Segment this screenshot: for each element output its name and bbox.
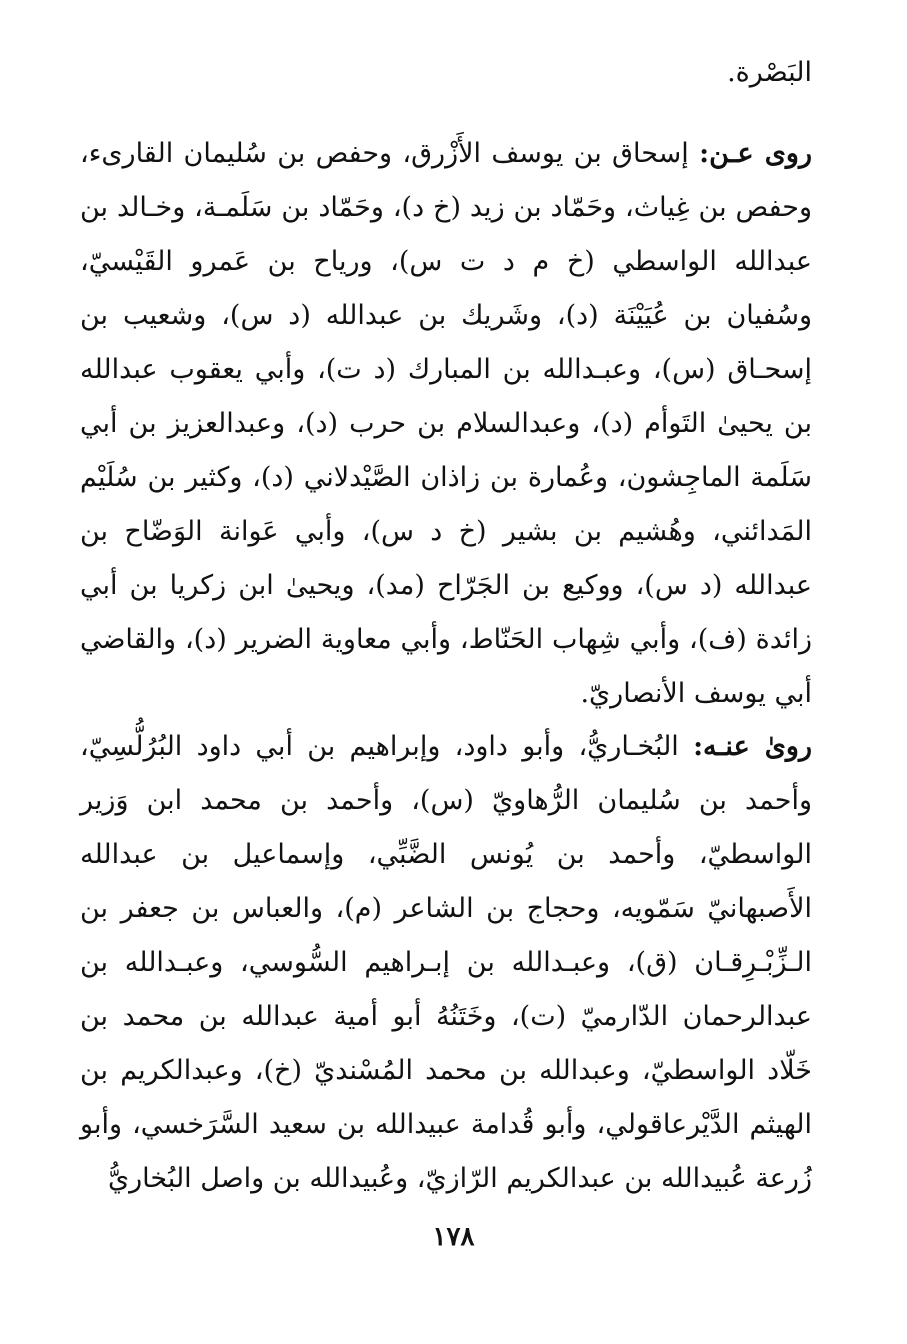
narrated-by-text: البُخـاريُّ، وأبو داود، وإبراهيم بن أبي داود البُرُلُّسِيّ، وأحمد بن سُليمان الرُّهاويّ (س)، وأحمد بن محمد ابن وَزير الواسطيّ، وأحمد بن يُونس الضَّبِّي، وإسماعيل بن عبدالله الأَصبهانيّ سَمّويه، وحجاج بن الشاعر (م)، والعباس بن جعفر بن الـزِّبْـرِقـان (ق)، وعبـدالله بن إبـراهيم السُّوسي، وعبـدالله بن عبدالرحمان الدّارميّ (ت)، وخَتَنُهُ أبو أمية عبدالله بن محمد بن خَلّاد الواسطيّ، وعبدالله بن محمد المُسْنديّ (خ)، وعبدالكريم بن الهيثم الدَّيْرعاقولي، وأبو قُدامة عبيدالله بن سعيد السَّرَخسي، وأبو زُرعة عُبيدالله بن عبدالكريم الرّازيّ، وعُبيدالله بن واصل البُخاريُّ [80, 731, 812, 1194]
page-number: ١٧٨ [432, 1222, 475, 1252]
narrated-from-text: إسحاق بن يوسف الأَزْرق، وحفص بن سُليمان القارىء، وحفص بن غِياث، وحَمّاد بن زيد (خ د)، وحَمّاد بن سَلَمـة، وخـالد بن عبدالله الواسطي (خ م د ت س)، ورياح بن عَمرو القَيْسيّ، وسُفيان بن عُيَيْنَة (د)، وشَريك بن عبدالله (د س)، وشعيب بن إسحـاق (س)، وعبـدالله بن المبارك (د ت)، وأبي يعقوب عبدالله بن يحيىٰ التَوأم (د)، وعبدالسلام بن حرب (د)، وعبدالعزيز بن أبي سَلَمة الماجِشون، وعُمارة بن زاذان الصَّيْدلاني (د)، وكثير بن سُلَيْم المَدائني، وهُشيم بن بشير (خ د س)، وأبي عَوانة الوَضّاح بن عبدالله (د س)، ووكيع بن الجَرّاح (مد)، ويحيىٰ ابن زكريا بن أبي زائدة (ف)، وأبي شِهاب الحَنّاط، وأبي معاوية الضرير (د)، والقاضي أبي يوسف الأنصاريّ. [80, 138, 812, 709]
narrated-by-label: روىٰ عنـه: [693, 731, 812, 762]
narrated-by-paragraph [80, 720, 812, 1206]
continuation-line: البَصْرة. [727, 57, 812, 88]
narrated-from-paragraph [80, 127, 812, 721]
narrated-from-label: روى عـن: [699, 138, 812, 169]
